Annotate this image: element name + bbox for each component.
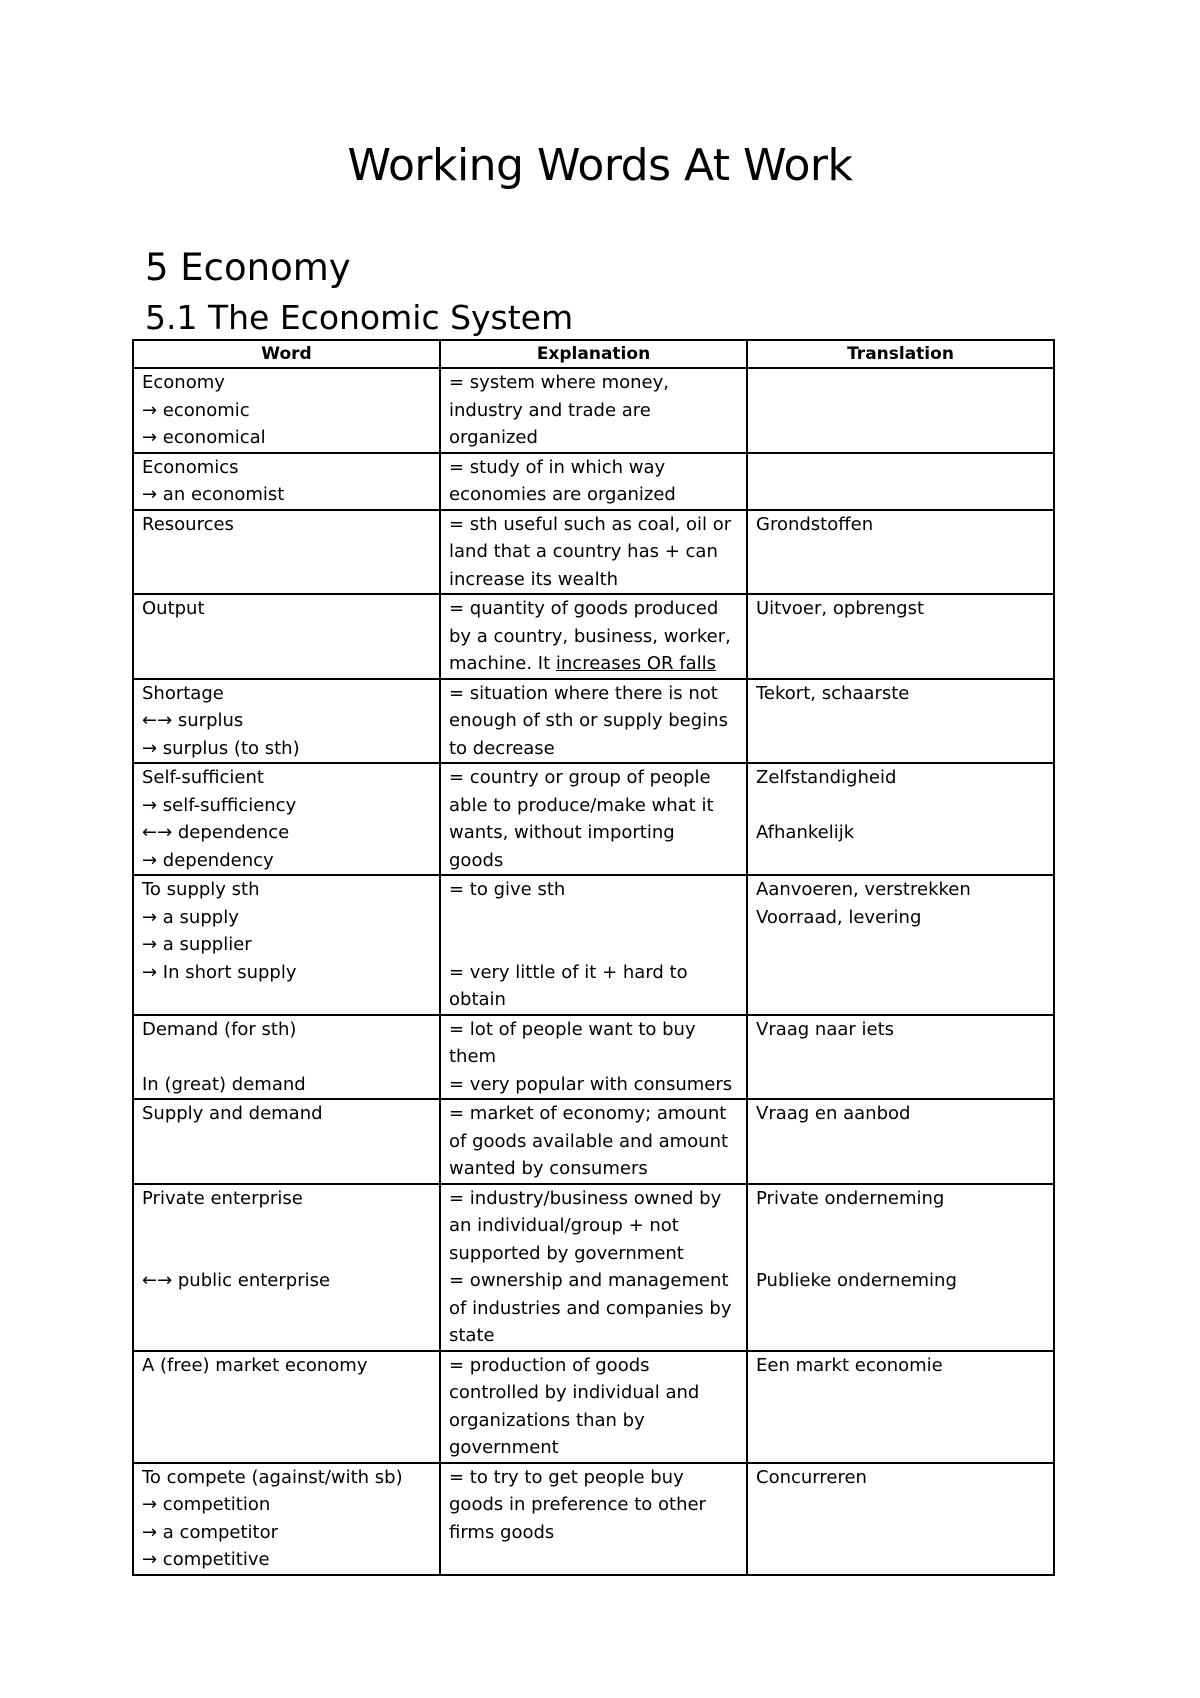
cell-line: = very popular with consumers bbox=[449, 1073, 733, 1095]
cell-line: able to produce/make what it bbox=[449, 794, 714, 816]
cell-line: Self-sufficient bbox=[142, 767, 264, 788]
cell-line: = to try to get people buy bbox=[449, 1466, 684, 1488]
table-row bbox=[133, 1463, 1054, 1575]
table-row bbox=[133, 594, 1054, 679]
cell-line: = situation where there is not bbox=[449, 682, 718, 704]
cell-line: wants, without importing bbox=[449, 822, 675, 843]
cell-word bbox=[133, 1015, 440, 1100]
cell-line: A (free) market economy bbox=[142, 1354, 368, 1376]
cell-word bbox=[133, 594, 440, 679]
cell-line: → a supply bbox=[142, 906, 239, 928]
cell-line: → dependency bbox=[142, 849, 274, 871]
table-row bbox=[133, 510, 1054, 595]
cell-line: → In short supply bbox=[142, 961, 297, 983]
cell-translation bbox=[747, 679, 1054, 764]
cell-explanation bbox=[440, 875, 747, 1015]
cell-line: economies are organized bbox=[449, 484, 676, 505]
cell-word bbox=[133, 763, 440, 875]
cell-word bbox=[133, 1463, 440, 1575]
table-row bbox=[133, 1351, 1054, 1463]
cell-line: → competitive bbox=[142, 1549, 270, 1570]
underlined-text: increases OR falls bbox=[555, 653, 717, 674]
cell-explanation bbox=[440, 368, 747, 453]
cell-word bbox=[133, 1184, 440, 1351]
cell-line: To supply sth bbox=[142, 879, 260, 900]
cell-translation bbox=[747, 1015, 1054, 1100]
cell-line: Een markt economie bbox=[756, 1354, 943, 1376]
cell-line: state bbox=[449, 1325, 495, 1346]
cell-line: To compete (against/with sb) bbox=[142, 1466, 403, 1488]
cell-line: = to give sth bbox=[449, 879, 566, 900]
cell-explanation bbox=[440, 1015, 747, 1100]
cell-line: Economy bbox=[142, 372, 225, 393]
cell-translation bbox=[747, 1099, 1054, 1184]
cell-text: machine. It bbox=[449, 653, 556, 674]
cell-line: controlled by individual and bbox=[449, 1382, 700, 1403]
cell-line: Publieke onderneming bbox=[756, 1270, 957, 1291]
cell-line: = study of in which way bbox=[449, 456, 666, 478]
cell-line: In (great) demand bbox=[142, 1073, 306, 1095]
table-row bbox=[133, 763, 1054, 875]
cell-word bbox=[133, 453, 440, 510]
document-title: Working Words At Work bbox=[347, 140, 853, 191]
cell-line: Supply and demand bbox=[142, 1103, 323, 1124]
cell-translation bbox=[747, 763, 1054, 875]
cell-line bbox=[449, 650, 738, 678]
cell-explanation bbox=[440, 1099, 747, 1184]
cell-line: Tekort, schaarste bbox=[756, 682, 910, 704]
cell-line: Concurreren bbox=[756, 1466, 867, 1488]
cell-line: supported by government bbox=[449, 1242, 684, 1264]
cell-line: = country or group of people bbox=[449, 767, 711, 788]
cell-explanation bbox=[440, 763, 747, 875]
cell-explanation bbox=[440, 1184, 747, 1351]
cell-line: = market of economy; amount bbox=[449, 1103, 727, 1124]
cell-line: = system where money, bbox=[449, 372, 670, 393]
cell-line: → an economist bbox=[142, 484, 285, 505]
cell-line bbox=[449, 904, 738, 932]
table-header-row bbox=[133, 340, 1054, 368]
cell-line: Aanvoeren, verstrekken bbox=[756, 879, 971, 900]
cell-line: → self-sufficiency bbox=[142, 794, 297, 816]
vocabulary-table bbox=[132, 339, 1055, 1576]
cell-explanation bbox=[440, 679, 747, 764]
cell-line bbox=[756, 1212, 1045, 1240]
cell-word bbox=[133, 368, 440, 453]
cell-line: industry and trade are bbox=[449, 399, 651, 421]
cell-translation bbox=[747, 1351, 1054, 1463]
cell-line: organizations than by bbox=[449, 1409, 645, 1431]
cell-line: goods bbox=[449, 849, 504, 871]
cell-line bbox=[756, 792, 1045, 820]
cell-line: Uitvoer, opbrengst bbox=[756, 598, 925, 619]
cell-line: Grondstoffen bbox=[756, 513, 874, 535]
cell-line: = very little of it + hard to bbox=[449, 961, 688, 983]
cell-line: → a competitor bbox=[142, 1521, 279, 1543]
cell-translation bbox=[747, 1463, 1054, 1575]
cell-line: = quantity of goods produced bbox=[449, 598, 719, 619]
table-row bbox=[133, 1099, 1054, 1184]
cell-translation bbox=[747, 875, 1054, 1015]
cell-line: = industry/business owned by bbox=[449, 1187, 722, 1209]
table-row bbox=[133, 453, 1054, 510]
cell-line: Vraag en aanbod bbox=[756, 1103, 911, 1124]
cell-line: wanted by consumers bbox=[449, 1158, 648, 1179]
cell-translation bbox=[747, 594, 1054, 679]
cell-line: enough of sth or supply begins bbox=[449, 710, 728, 731]
cell-line: obtain bbox=[449, 989, 506, 1010]
cell-line bbox=[142, 1212, 431, 1240]
cell-line: → surplus (to sth) bbox=[142, 737, 300, 759]
cell-line: = ownership and management bbox=[449, 1270, 729, 1291]
cell-line: → a supplier bbox=[142, 934, 252, 955]
cell-line: Demand (for sth) bbox=[142, 1018, 297, 1040]
cell-line: government bbox=[449, 1437, 559, 1458]
table-row bbox=[133, 1015, 1054, 1100]
chapter-heading: 5 Economy bbox=[145, 246, 351, 289]
table-row bbox=[133, 679, 1054, 764]
cell-word bbox=[133, 1099, 440, 1184]
cell-line: = sth useful such as coal, oil or bbox=[449, 513, 732, 535]
table-row bbox=[133, 368, 1054, 453]
table-row bbox=[133, 1184, 1054, 1351]
cell-line bbox=[142, 1240, 431, 1268]
header-explanation: Explanation bbox=[440, 340, 747, 368]
cell-line: by a country, business, worker, bbox=[449, 625, 731, 647]
header-translation: Translation bbox=[747, 340, 1054, 368]
cell-line: of industries and companies by bbox=[449, 1297, 732, 1319]
cell-line: increase its wealth bbox=[449, 568, 619, 590]
cell-line bbox=[142, 1043, 431, 1071]
section-heading: 5.1 The Economic System bbox=[145, 298, 574, 337]
cell-explanation bbox=[440, 453, 747, 510]
cell-line bbox=[449, 931, 738, 959]
cell-line: goods in preference to other bbox=[449, 1494, 706, 1515]
cell-line: of goods available and amount bbox=[449, 1130, 729, 1152]
cell-line: Shortage bbox=[142, 682, 224, 704]
cell-line: → economical bbox=[142, 427, 266, 448]
cell-line: firms goods bbox=[449, 1521, 555, 1543]
cell-explanation bbox=[440, 594, 747, 679]
cell-line: organized bbox=[449, 427, 538, 448]
cell-explanation bbox=[440, 1351, 747, 1463]
cell-line: Voorraad, levering bbox=[756, 906, 922, 928]
cell-word bbox=[133, 1351, 440, 1463]
cell-line: Zelfstandigheid bbox=[756, 767, 897, 788]
cell-word bbox=[133, 875, 440, 1015]
cell-line: Output bbox=[142, 598, 205, 619]
cell-line: an individual/group + not bbox=[449, 1215, 679, 1236]
cell-line: ←→ public enterprise bbox=[142, 1270, 331, 1291]
cell-word bbox=[133, 510, 440, 595]
cell-line: = lot of people want to buy bbox=[449, 1018, 696, 1040]
cell-line: them bbox=[449, 1046, 497, 1067]
cell-line: = production of goods bbox=[449, 1354, 650, 1376]
cell-word bbox=[133, 679, 440, 764]
cell-line: Private onderneming bbox=[756, 1187, 945, 1209]
cell-line: → competition bbox=[142, 1494, 271, 1515]
cell-line: → economic bbox=[142, 399, 250, 421]
table-row bbox=[133, 875, 1054, 1015]
cell-translation bbox=[747, 453, 1054, 510]
cell-line: Economics bbox=[142, 456, 239, 478]
header-word: Word bbox=[133, 340, 440, 368]
cell-line: ←→ surplus bbox=[142, 710, 244, 731]
cell-translation bbox=[747, 1184, 1054, 1351]
cell-translation bbox=[747, 368, 1054, 453]
cell-explanation bbox=[440, 1463, 747, 1575]
cell-line: to decrease bbox=[449, 737, 555, 759]
cell-line: Vraag naar iets bbox=[756, 1018, 895, 1040]
cell-line: Afhankelijk bbox=[756, 822, 855, 843]
cell-line: ←→ dependence bbox=[142, 822, 290, 843]
cell-line: Private enterprise bbox=[142, 1187, 303, 1209]
cell-line: Resources bbox=[142, 513, 234, 535]
cell-explanation bbox=[440, 510, 747, 595]
cell-line bbox=[756, 1240, 1045, 1268]
cell-line: land that a country has + can bbox=[449, 541, 718, 562]
cell-translation bbox=[747, 510, 1054, 595]
